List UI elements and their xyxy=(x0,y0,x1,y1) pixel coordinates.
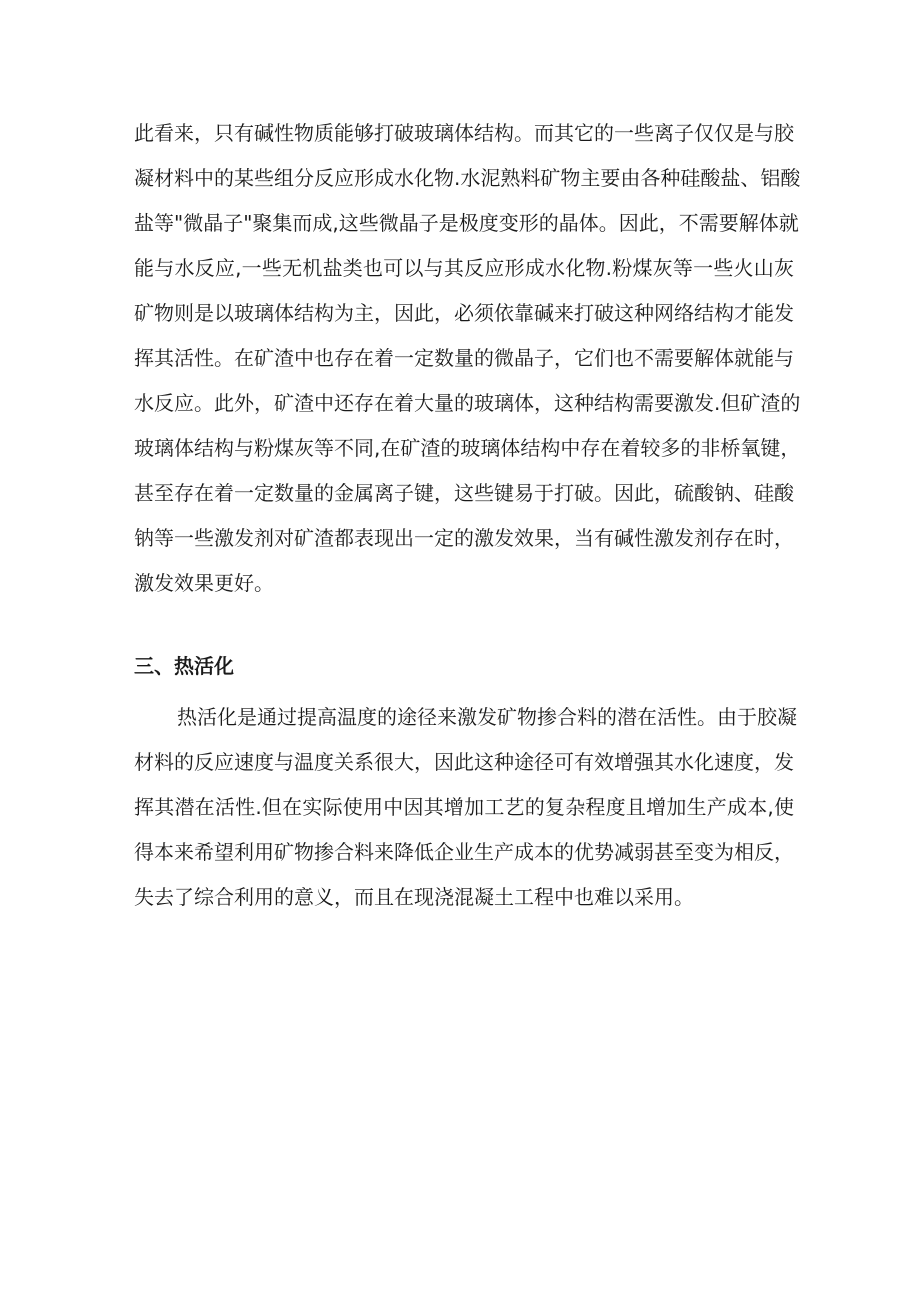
text-line: 材料的反应速度与温度关系很大，因此这种途径可有效增强其水化速度，发 xyxy=(134,750,794,774)
paragraph-alkali-activation xyxy=(134,111,801,606)
text-line: 挥其活性。在矿渣中也存在着一定数量的微晶子，它们也不需要解体就能与 xyxy=(134,346,794,370)
paragraph-thermal-activation xyxy=(134,695,797,920)
text-line: 得本来希望利用矿物掺合料来降低企业生产成本的优势减弱甚至变为相反， xyxy=(134,840,794,864)
text-line: 钠等一些激发剂对矿渣都表现出一定的激发效果，当有碱性激发剂存在时， xyxy=(134,526,794,550)
text-line: 激发效果更好。 xyxy=(134,571,274,595)
text-line: 此看来，只有碱性物质能够打破玻璃体结构。而其它的一些离子仅仅是与胶 xyxy=(134,121,794,145)
section-heading: 三、热活化 xyxy=(134,654,234,678)
text-line: 失去了综合利用的意义，而且在现浇混凝土工程中也难以采用。 xyxy=(134,885,694,909)
text-line: 甚至存在着一定数量的金属离子键，这些键易于打破。因此，硫酸钠、硅酸 xyxy=(134,481,794,505)
text-line: 水反应。此外，矿渣中还存在着大量的玻璃体，这种结构需要激发.但矿渣的 xyxy=(134,391,801,415)
text-line: 挥其潜在活性.但在实际使用中因其增加工艺的复杂程度且增加生产成本,使 xyxy=(134,795,794,819)
text-line: 盐等"微晶子"聚集而成,这些微晶子是极度变形的晶体。因此，不需要解体就 xyxy=(134,211,799,235)
text-line: 玻璃体结构与粉煤灰等不同,在矿渣的玻璃体结构中存在着较多的非桥氧键， xyxy=(134,436,801,460)
text-line: 能与水反应,一些无机盐类也可以与其反应形成水化物.粉煤灰等一些火山灰 xyxy=(134,256,794,280)
text-line: 矿物则是以玻璃体结构为主，因此，必须依靠碱来打破这种网络结构才能发 xyxy=(134,301,794,325)
text-line: 凝材料中的某些组分反应形成水化物.水泥熟料矿物主要由各种硅酸盐、铝酸 xyxy=(134,166,801,190)
text-line: 热活化是通过提高温度的途径来激发矿物掺合料的潜在活性。由于胶凝 xyxy=(177,705,797,729)
